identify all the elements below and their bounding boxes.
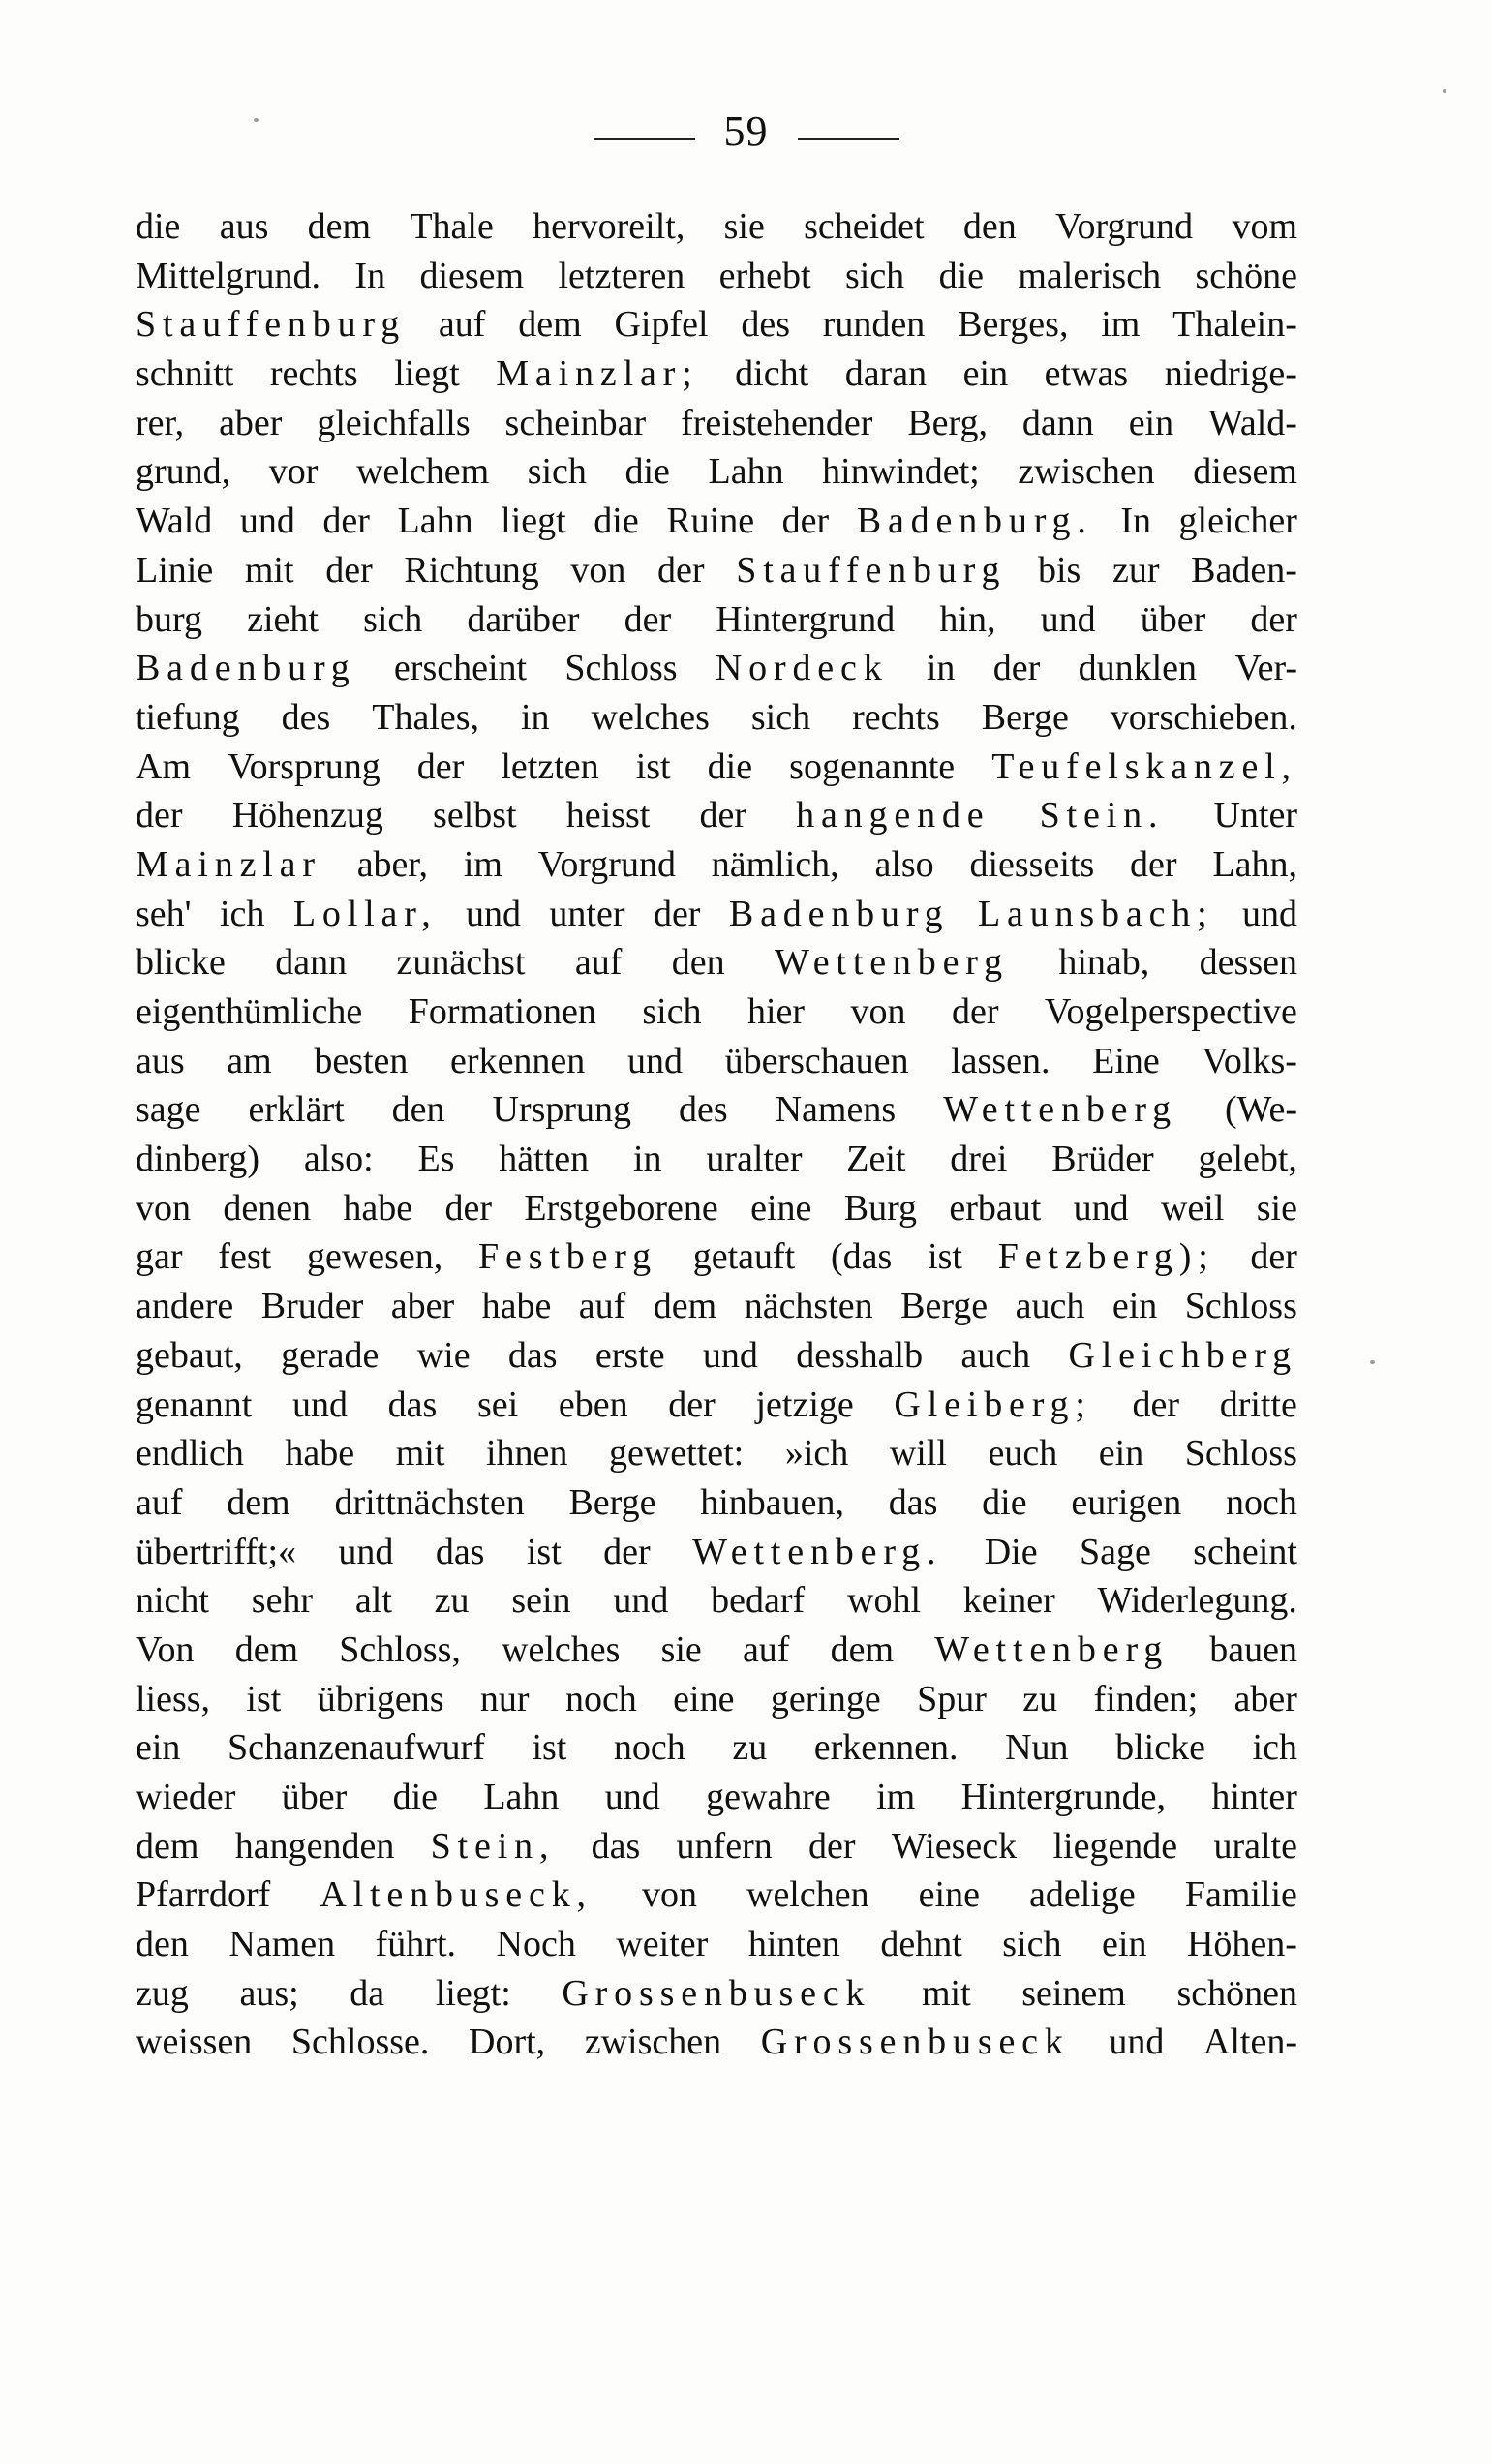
page-header bbox=[0, 102, 1492, 160]
text-line: Am Vorsprung der letzten ist die sogenannte Teufelskanzel, bbox=[136, 745, 1297, 787]
text-line: weissen Schlosse. Dort, zwischen Grossenbuseck und Alten- bbox=[136, 2022, 1297, 2063]
text-line: endlich habe mit ihnen gewettet: »ich will euch ein Schloss bbox=[136, 1433, 1297, 1475]
text-line: Badenburg erscheint Schloss Nordeck in der dunklen Ver- bbox=[136, 648, 1297, 689]
text-line: andere Bruder aber habe auf dem nächsten Berge auch ein Schloss bbox=[136, 1286, 1297, 1327]
page-number: 59 bbox=[723, 106, 769, 155]
text-line: Wald und der Lahn liegt die Ruine der Badenburg. In gleicher bbox=[136, 501, 1297, 542]
text-line: der Höhenzug selbst heisst der hangende Stein. Unter bbox=[136, 795, 1297, 837]
text-line: rer, aber gleichfalls scheinbar freistehender Berg, dann ein Wald- bbox=[136, 402, 1297, 443]
paper-speck bbox=[254, 118, 259, 122]
header-rule-left bbox=[594, 138, 695, 140]
text-line: ein Schanzenaufwurf ist noch zu erkennen. Nun blicke ich bbox=[136, 1727, 1297, 1769]
text-line: Linie mit der Richtung von der Stauffenburg bis zur Baden- bbox=[136, 549, 1297, 591]
text-line: Mittelgrund. In diesem letzteren erhebt sich die malerisch schöne bbox=[136, 255, 1297, 296]
text-line: von denen habe der Erstgeborene eine Burg erbaut und weil sie bbox=[136, 1187, 1297, 1229]
text-line: übertrifft;« und das ist der Wettenberg. Die Sage scheint bbox=[136, 1531, 1297, 1572]
text-line: den Namen führt. Noch weiter hinten dehnt sich ein Höhen- bbox=[136, 1924, 1297, 1965]
text-line: gar fest gewesen, Festberg getauft (das ist Fetzberg); der bbox=[136, 1236, 1297, 1278]
text-line: burg zieht sich darüber der Hintergrund hin, und über der bbox=[136, 598, 1297, 640]
text-line: aus am besten erkennen und überschauen lassen. Eine Volks- bbox=[136, 1040, 1297, 1081]
text-line: dem hangenden Stein, das unfern der Wieseck liegende uralte bbox=[136, 1825, 1297, 1867]
text-line: zug aus; da liegt: Grossenbuseck mit seinem schönen bbox=[136, 1972, 1297, 2014]
text-line: nicht sehr alt zu sein und bedarf wohl keiner Widerlegung. bbox=[136, 1580, 1297, 1622]
text-line: sage erklärt den Ursprung des Namens Wettenberg (We- bbox=[136, 1089, 1297, 1131]
text-line: Pfarrdorf Altenbuseck, von welchen eine adelige Familie bbox=[136, 1874, 1297, 1916]
text-line: Mainzlar aber, im Vorgrund nämlich, also diesseits der Lahn, bbox=[136, 843, 1297, 885]
text-line: die aus dem Thale hervoreilt, sie scheidet den Vorgrund vom bbox=[136, 206, 1297, 247]
text-line: auf dem drittnächsten Berge hinbauen, das die eurigen noch bbox=[136, 1481, 1297, 1523]
text-line: schnitt rechts liegt Mainzlar; dicht daran ein etwas niedrige- bbox=[136, 353, 1297, 395]
text-line: liess, ist übrigens nur noch eine geringe Spur zu finden; aber bbox=[136, 1678, 1297, 1719]
text-line: dinberg) also: Es hätten in uralter Zeit drei Brüder gelebt, bbox=[136, 1139, 1297, 1180]
text-line: wieder über die Lahn und gewahre im Hintergrunde, hinter bbox=[136, 1777, 1297, 1817]
text-line: Stauffenburg auf dem Gipfel des runden Berges, im Thalein- bbox=[136, 304, 1297, 346]
text-line: seh' ich Lollar, und unter der Badenburg Launsbach; und bbox=[136, 893, 1297, 934]
text-line: grund, vor welchem sich die Lahn hinwindet; zwischen diesem bbox=[136, 451, 1297, 493]
paper-speck bbox=[1370, 1360, 1375, 1364]
body-text bbox=[136, 205, 1297, 2070]
text-line: gebaut, gerade wie das erste und desshalb auch Gleichberg bbox=[136, 1334, 1297, 1376]
text-line: eigenthümliche Formationen sich hier von der Vogelperspective bbox=[136, 991, 1297, 1032]
text-line: genannt und das sei eben der jetzige Gleiberg; der dritte bbox=[136, 1384, 1297, 1425]
text-line: tiefung des Thales, in welches sich rechts Berge vorschieben. bbox=[136, 696, 1297, 738]
text-line: Von dem Schloss, welches sie auf dem Wettenberg bauen bbox=[136, 1628, 1297, 1670]
paper-speck bbox=[1443, 89, 1446, 93]
text-line: blicke dann zunächst auf den Wettenberg hinab, dessen bbox=[136, 942, 1297, 984]
header-rule-right bbox=[798, 138, 899, 140]
